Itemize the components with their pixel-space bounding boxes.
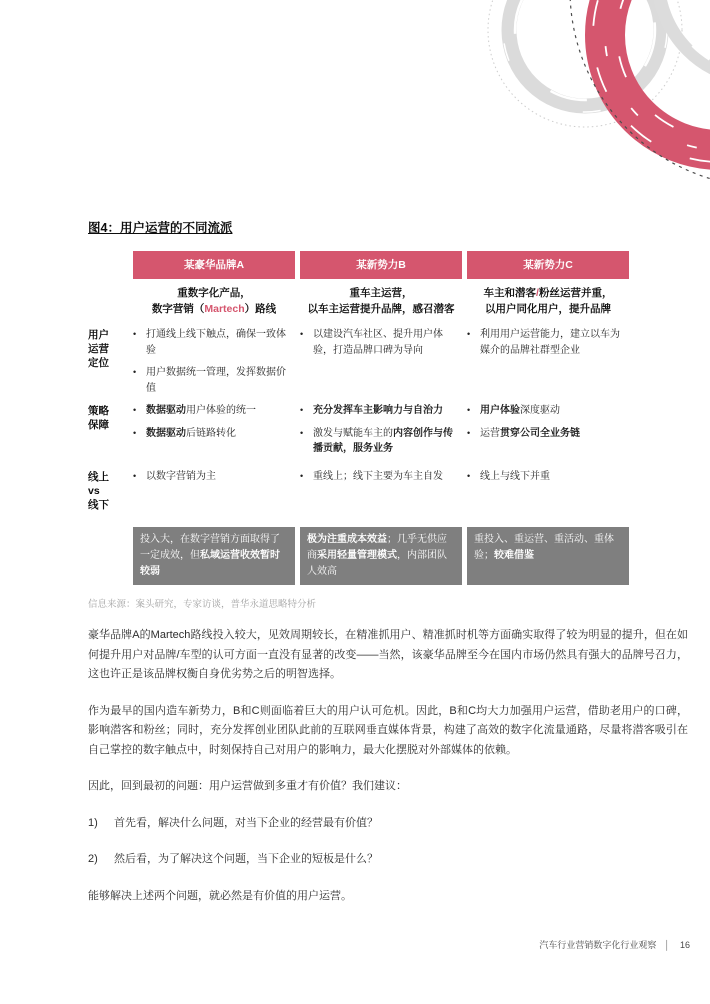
bullet-marker: • [300,329,304,339]
summary-brand-c [467,527,629,585]
column-header-brand-c: 某新势力C [467,251,629,279]
bullet-marker: • [300,405,304,415]
footer-report-title: 汽车行业营销数字化行业观察 [539,940,657,950]
text-segment: 较难借鉴 [494,550,534,561]
subheader-spacer [88,279,128,327]
text-segment: ）路线 [244,303,277,315]
text-segment: 数据驱动 [146,405,186,416]
text-segment: 充分发挥车主影响力与自治力 [313,405,443,416]
subheader-brand-b [300,279,462,327]
bullet-text [313,426,458,457]
bullet-item [467,469,625,485]
bullet-item [467,403,625,419]
summary-brand-a [133,527,295,585]
paragraph-question: 因此，回到最初的问题：用户运营做到多重才有价值？我们建议： [88,780,407,792]
bullet-marker: • [133,329,137,339]
bullet-text [313,403,458,419]
page-content [88,218,688,920]
header-spacer [88,251,128,279]
bullet-marker: • [467,471,471,481]
row-label-online-offline: 线上 vs 线下 [88,471,109,511]
table-row-online-offline [88,469,688,527]
column-header-brand-a: 某豪华品牌A [133,251,295,279]
bullet-item [467,426,625,442]
text-segment: 数据驱动 [146,427,186,439]
bullet-text [313,469,458,485]
bullet-marker: • [133,471,137,481]
table-row-positioning [88,327,688,403]
source-note: 信息来源：案头研究，专家访谈，普华永道思略特分析 [88,599,317,610]
row-label-positioning: 用户 运营 定位 [88,329,109,369]
bullet-text [480,469,625,485]
text-segment: 用户数据统一管理，发挥数据价值 [146,367,286,394]
paragraph-conclusion: 能够解决上述两个问题，就必然是有价值的用户运营。 [88,889,352,902]
text-segment: 用户体验的统一 [186,405,256,416]
bullet-item [133,469,291,485]
table-summary-row [88,527,688,585]
bullet-text [480,403,625,419]
text-segment: 运营 [480,427,500,439]
bullet-item [133,403,291,419]
text-segment: 贯穿公司全业务链 [500,427,580,439]
cell-strategy-b [300,403,462,469]
summary-spacer [88,527,128,585]
bullet-text [313,327,458,358]
cell-online-a [133,469,295,527]
text-segment: 重线上；线下主要为车主自发 [313,471,443,482]
bullet-marker: • [467,405,471,415]
suggestion-text: 然后看，为了解决这个问题，当下企业的短板是什么？ [114,853,378,865]
text-segment: 重车主运营， [349,287,413,299]
text-segment: 利用用户运营能力，建立以车为媒介的品牌社群型企业 [480,329,620,356]
bullet-item [133,426,291,442]
text-segment: 后链路转化 [186,427,236,439]
text-segment: 极为注重成本效益 [307,534,387,545]
text-segment: 线上与线下并重 [480,471,550,482]
text-segment: / [536,287,539,299]
bullet-text [146,365,291,396]
text-segment: 投入大，在数字营销方面取得了一定成效，但 [140,534,280,561]
text-segment: 采用轻量管理模式 [317,550,397,561]
subheader-brand-a [133,279,295,327]
table-header-row [88,251,688,279]
bullet-marker: • [300,471,304,481]
bullet-marker: • [467,329,471,339]
text-segment: 以数字营销为主 [146,471,216,482]
page-footer [539,938,690,951]
bullet-item [300,327,458,358]
text-segment: 激发与赋能车主的 [313,427,393,439]
text-segment: 粉丝运营并重， [538,287,613,299]
bullet-item [133,327,291,358]
text-segment: 以车主运营提升品牌，感召潜客 [307,303,455,315]
suggestion-text: 首先看，解决什么问题，对当下企业的经营最有价值？ [114,816,378,829]
text-segment: 私域运营收效暂时较弱 [140,550,280,577]
figure-title: 图4：用户运营的不同流派 [88,221,233,235]
bullet-item [467,327,625,358]
column-header-brand-b: 某新势力B [300,251,462,279]
cell-strategy-a [133,403,295,469]
footer-page-number: 16 [679,939,690,950]
paragraph-brand-bc: 作为最早的国内造车新势力，B和C则面临着巨大的用户认可危机。因此，B和C均大力加强用户运营，借助老用户的口碑，影响潜客和粉丝；同时，充分发挥创业团队此前的互联网垂直媒体背景，构建了高效的数字化流量通路，尽量将潜客吸引在自己掌控的数字触点中，时刻保持自己对用户的影响力，最大化摆脱对外部媒体的依赖。 [88,704,688,756]
suggestion-item-2 [88,850,688,870]
text-segment: ；几乎无供应商 [307,534,447,561]
bullet-text [146,469,291,485]
bullet-marker: • [133,367,137,377]
bullet-item [300,469,458,485]
text-segment: ，内部团队人效高 [307,550,447,577]
bullet-item [300,403,458,419]
bullet-text [146,426,291,442]
decorative-rings-graphic [480,0,710,200]
bullet-item [300,426,458,457]
bullet-marker: • [133,427,137,438]
bullet-text [146,403,291,419]
cell-positioning-a [133,327,295,403]
text-segment: 重投入、重运营、重活动、重体验； [474,534,614,561]
suggestion-number: 1) [88,816,98,829]
text-segment: 深度驱动 [520,405,560,416]
bullet-text [146,327,291,358]
text-segment: 打通线上线下触点，确保一致体验 [146,329,286,356]
text-segment: 数字营销（ [151,303,205,315]
suggestion-number: 2) [88,853,98,865]
text-segment: 以建设汽车社区、提升用户体验，打造品牌口碑为导向 [313,329,443,356]
text-segment: 内容创作与传播贡献，服务业务 [313,427,453,454]
body-text [88,626,688,906]
text-segment: 重数字化产品， [177,287,251,299]
bullet-marker: • [300,427,304,438]
bullet-item [133,365,291,396]
text-segment: 车主和潜客 [483,287,537,299]
table-subheader-row [88,279,688,327]
cell-online-b [300,469,462,527]
cell-positioning-b [300,327,462,403]
bullet-text [480,327,625,358]
paragraph-brand-a: 豪华品牌A的Martech路线投入较大，见效周期较长，在精准抓用户、精准抓时机等方面确实取得了较为明显的提升，但在如何提升用户对品牌/车型的认可方面一直没有显著的改变——当然，该豪华品牌至今在国内市场仍然具有强大的品牌号召力，这也许正是该品牌权衡自身优劣势之后的明智选择。 [88,629,688,680]
table-row-strategy [88,403,688,469]
cell-positioning-c [467,327,629,403]
cell-strategy-c [467,403,629,469]
text-segment: Martech [204,303,245,315]
text-segment: 用户体验 [480,405,520,416]
bullet-text [480,426,625,442]
cell-online-c [467,469,629,527]
text-segment: 以用户同化用户，提升品牌 [485,303,611,315]
bullet-marker: • [467,427,471,438]
subheader-brand-c [467,279,629,327]
summary-brand-b [300,527,462,585]
bullet-marker: • [133,405,137,415]
suggestion-item-1 [88,814,688,834]
footer-separator: │ [664,939,670,950]
row-label-strategy: 策略 保障 [88,405,109,431]
